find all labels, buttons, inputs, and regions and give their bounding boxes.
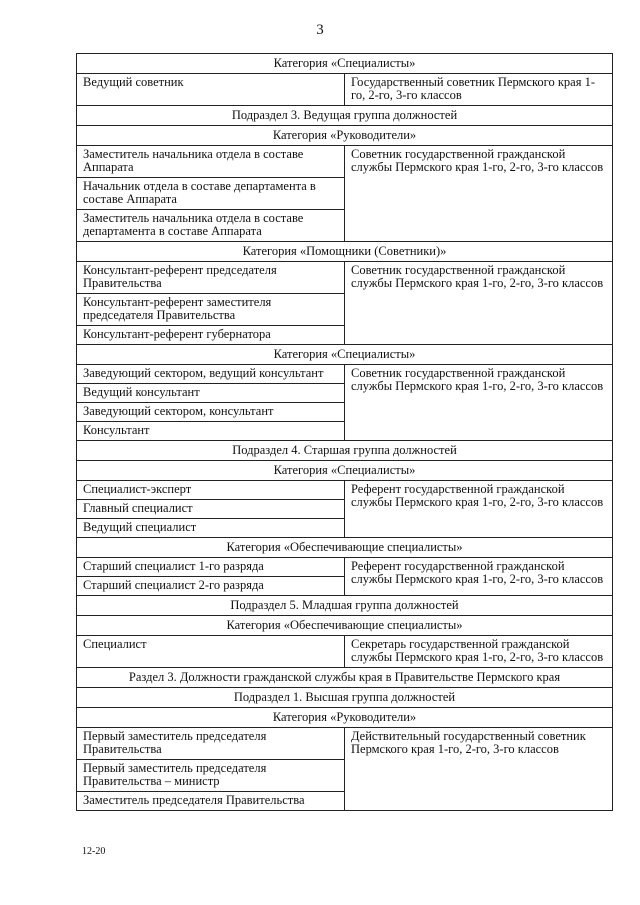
class-rank: Советник государственной гражданской службы Пермского края 1-го, 2-го, 3-го классов <box>345 365 613 441</box>
section-heading: Подраздел 4. Старшая группа должностей <box>77 441 613 461</box>
section-heading: Категория «Специалисты» <box>77 345 613 365</box>
footer-code: 12-20 <box>82 846 106 857</box>
position-title: Заведующий сектором, консультант <box>77 403 345 422</box>
position-title: Ведущий консультант <box>77 384 345 403</box>
table-heading-row <box>77 596 613 616</box>
table-row <box>77 728 613 760</box>
table-heading-row <box>77 242 613 262</box>
table-heading-row <box>77 106 613 126</box>
section-heading: Подраздел 5. Младшая группа должностей <box>77 596 613 616</box>
position-title: Заместитель председателя Правительства <box>77 792 345 811</box>
position-title: Специалист-эксперт <box>77 481 345 500</box>
table-heading-row <box>77 126 613 146</box>
table-heading-row <box>77 616 613 636</box>
position-title: Заместитель начальника отдела в составе Аппарата <box>77 146 345 178</box>
position-title: Старший специалист 1-го разряда <box>77 558 345 577</box>
table-heading-row <box>77 345 613 365</box>
class-rank: Советник государственной гражданской службы Пермского края 1-го, 2-го, 3-го классов <box>345 146 613 242</box>
table-row <box>77 558 613 577</box>
table-row <box>77 146 613 178</box>
position-title: Ведущий советник <box>77 74 345 106</box>
position-title: Заведующий сектором, ведущий консультант <box>77 365 345 384</box>
section-heading: Раздел 3. Должности гражданской службы края в Правительстве Пермского края <box>77 668 613 688</box>
table-row <box>77 481 613 500</box>
position-title: Ведущий специалист <box>77 519 345 538</box>
position-title: Первый заместитель председателя Правительства – министр <box>77 760 345 792</box>
table-row <box>77 74 613 106</box>
class-rank: Референт государственной гражданской службы Пермского края 1-го, 2-го, 3-го классов <box>345 558 613 596</box>
section-heading: Категория «Руководители» <box>77 126 613 146</box>
class-rank: Государственный советник Пермского края 1-го, 2-го, 3-го классов <box>345 74 613 106</box>
position-title: Консультант-референт губернатора <box>77 326 345 345</box>
class-rank: Советник государственной гражданской службы Пермского края 1-го, 2-го, 3-го классов <box>345 262 613 345</box>
position-title: Консультант <box>77 422 345 441</box>
position-title: Старший специалист 2-го разряда <box>77 577 345 596</box>
position-title: Главный специалист <box>77 500 345 519</box>
section-heading: Категория «Обеспечивающие специалисты» <box>77 616 613 636</box>
table-heading-row <box>77 441 613 461</box>
section-heading: Категория «Обеспечивающие специалисты» <box>77 538 613 558</box>
table-row <box>77 365 613 384</box>
table-row <box>77 262 613 294</box>
position-title: Начальник отдела в составе департамента в составе Аппарата <box>77 178 345 210</box>
class-rank: Действительный государственный советник Пермского края 1-го, 2-го, 3-го классов <box>345 728 613 811</box>
class-rank: Секретарь государственной гражданской службы Пермского края 1-го, 2-го, 3-го классов <box>345 636 613 668</box>
class-rank: Референт государственной гражданской службы Пермского края 1-го, 2-го, 3-го классов <box>345 481 613 538</box>
table-heading-row <box>77 708 613 728</box>
position-title: Заместитель начальника отдела в составе департамента в составе Аппарата <box>77 210 345 242</box>
section-heading: Подраздел 1. Высшая группа должностей <box>77 688 613 708</box>
table-heading-row <box>77 668 613 688</box>
section-heading: Категория «Руководители» <box>77 708 613 728</box>
page-number: 3 <box>316 22 324 38</box>
positions-table <box>76 53 613 811</box>
section-heading: Категория «Помощники (Советники)» <box>77 242 613 262</box>
table-heading-row <box>77 538 613 558</box>
section-heading: Подраздел 3. Ведущая группа должностей <box>77 106 613 126</box>
position-title: Первый заместитель председателя Правительства <box>77 728 345 760</box>
table-heading-row <box>77 688 613 708</box>
table-row <box>77 636 613 668</box>
position-title: Консультант-референт заместителя председателя Правительства <box>77 294 345 326</box>
position-title: Консультант-референт председателя Правительства <box>77 262 345 294</box>
position-title: Специалист <box>77 636 345 668</box>
table-heading-row <box>77 461 613 481</box>
table-heading-row <box>77 54 613 74</box>
section-heading: Категория «Специалисты» <box>77 461 613 481</box>
section-heading: Категория «Специалисты» <box>77 54 613 74</box>
